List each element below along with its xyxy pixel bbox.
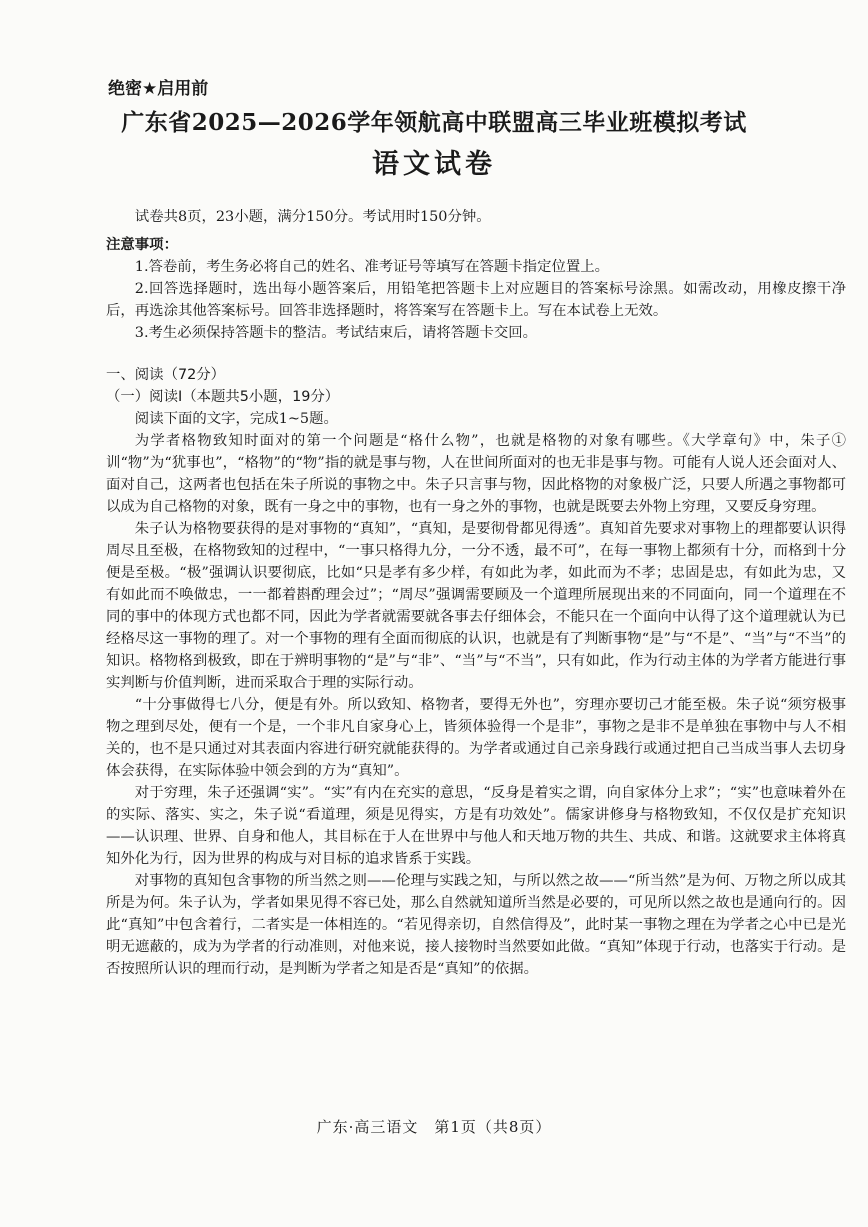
passage-paragraph: 朱子认为格物要获得的是对事物的“真知”，“真知，是要彻骨都见得透”。真知首先要求对事物上的理都要认识得周尽且至极，在格物致知的过程中，“一事只格得九分，一分不透，最不可”，在每一事物上都须有十分，而格到十分便是至极。“极”强调认识要彻底，比如“只是孝有多少样，有如此为孝，如此而为不孝；忠固是忠，有如此为忠，又有如此而不唤做忠，一一都着斟酌理会过”；“周尽”强调需要顾及一个道理所展现出来的不同面向，同一个道理在不同的事中的体现方式也都不同，因此为学者就需要就各事去仔细体会，不能只在一个面向中认得了这个道理就认为已经格尽这一事物的理了。对一个事物的理有全面而彻底的认识，也就是有了判断事物“是”与“不是”、“当”与“不当”的知识。格物格到极致，即在于辨明事物的“是”与“非”、“当”与“不当”，只有如此，作为行动主体的为学者方能进行事实判断与价值判断，进而采取合于理的实际行动。 — [106, 521, 846, 691]
subsection-title: （一）阅读Ⅰ（本题共5小题，19分） — [106, 389, 340, 405]
page-footer: 广东·高三语文 第1页（共8页） — [316, 1118, 552, 1136]
notice-item: 2.回答选择题时，选出每小题答案后，用铅笔把答题卡上对应题目的答案标号涂黑。如需改动，用橡皮擦干净后，再选涂其他答案标号。回答非选择题时，将答案写在答题卡上。写在本试卷上无效。 — [106, 281, 846, 319]
notice-item: 1.答卷前，考生务必将自己的姓名、准考证号等填写在答题卡指定位置上。 — [134, 259, 610, 275]
exam-subject: 语文试卷 — [372, 149, 496, 180]
notice-item: 3.考生必须保持答题卡的整洁。考试结束后，请将答题卡交回。 — [134, 325, 538, 341]
reading-instruction: 阅读下面的文字，完成1~5题。 — [134, 411, 338, 427]
exam-intro: 试卷共8页，23小题，满分150分。考试用时150分钟。 — [134, 209, 491, 225]
confidential-label: 绝密★启用前 — [108, 79, 209, 99]
passage-paragraph: 对于穷理，朱子还强调“实”。“实”有内在充实的意思，“反身是着实之谓，向自家体分上求”；“实”也意味着外在的实际、落实、实之，朱子说“看道理，须是见得实，方是有功效处”。儒家讲修身与格物致知，不仅仅是扩充知识——认识理、世界、自身和他人，其目标在于人在世界中与他人和天地万物的共生、共成、和谐。这就要求主体将真知外化为行，因为世界的构成与对目标的追求皆系于实践。 — [106, 785, 846, 867]
exam-body — [106, 206, 846, 980]
section-title: 一、阅读（72分） — [106, 367, 226, 383]
exam-title: 广东省2025—2026学年领航高中联盟高三毕业班模拟考试 — [121, 109, 747, 136]
notice-heading: 注意事项： — [106, 237, 178, 253]
passage-paragraph: 为学者格物致知时面对的第一个问题是“格什么物”，也就是格物的对象有哪些。《大学章句》中，朱子①训“物”为“犹事也”，“格物”的“物”指的就是事与物，人在世间所面对的也无非是事与物。可能有人说人还会面对人、面对自己，这两者也包括在朱子所说的事物之中。朱子只言事与物，因此格物的对象极广泛，只要人所遇之事物都可以成为自己格物的对象，既有一身之中的事物，也有一身之外的事物，也就是既要去外物上穷理，又要反身穷理。 — [106, 433, 846, 515]
passage-paragraph: “十分事做得七八分，便是有外。所以致知、格物者，要得无外也”，穷理亦要切己才能至极。朱子说“须穷极事物之理到尽处，便有一个是，一个非凡自家身心上，皆须体验得一个是非”，事物之是非不是单独在事物中与人不相关的，也不是只通过对其表面内容进行研究就能获得的。为学者或通过自己亲身践行或通过把自己当成当事人去切身体会获得，在实际体验中领会到的方为“真知”。 — [106, 697, 846, 779]
passage-paragraph: 对事物的真知包含事物的所当然之则——伦理与实践之知，与所以然之故——“所当然”是为何、万物之所以成其所是为何。朱子认为，学者如果见得不容已处，那么自然就知道所当然是必要的，可见所以然之故也是通向行的。因此“真知”中包含着行，二者实是一体相连的。“若见得亲切，自然信得及”，此时某一事物之理在为学者之心中已是光明无遮蔽的，成为为学者的行动准则，对他来说，接人接物时当然要如此做。“真知”体现于行动，也落实于行动。是否按照所认识的理而行动，是判断为学者之知是否是“真知”的依据。 — [106, 873, 846, 977]
